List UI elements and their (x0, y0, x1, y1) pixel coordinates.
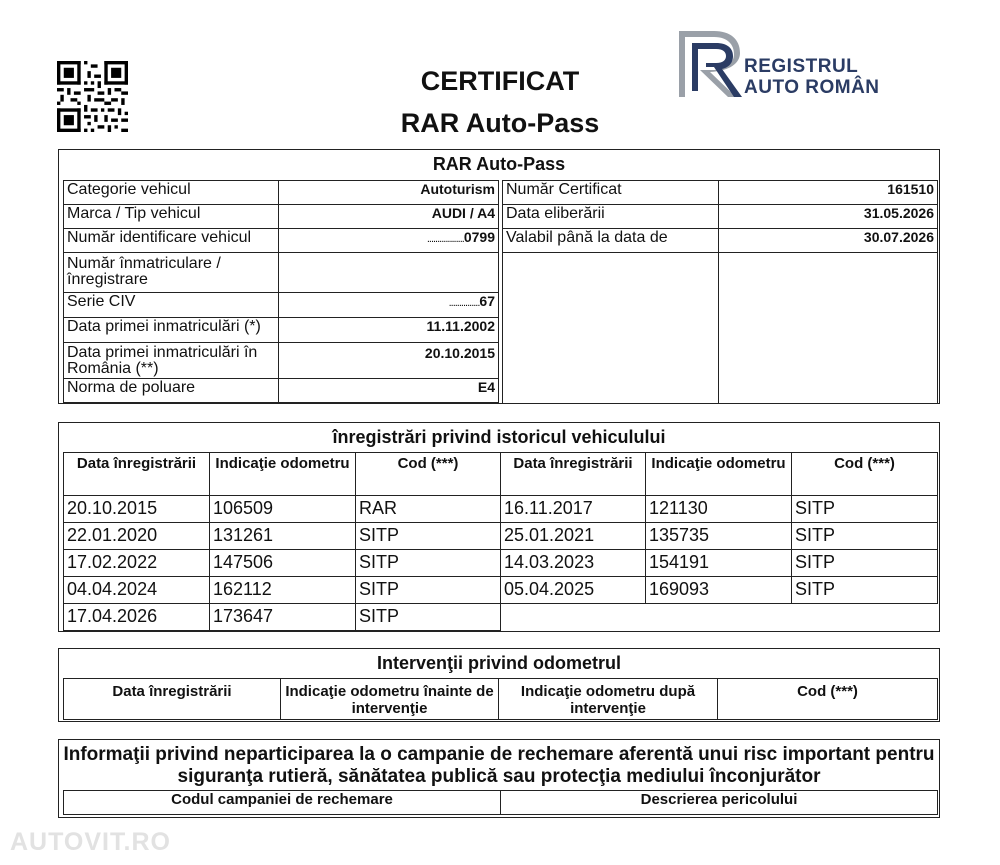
vehicle-info-section (58, 149, 940, 404)
certificate-info-table (502, 180, 938, 404)
cell-date: 05.04.2025 (501, 577, 646, 604)
masked-digits: ............... (448, 297, 480, 309)
history-section (58, 422, 940, 632)
logo-text (744, 56, 880, 98)
vehicle-row-value: AUDI / A4 (279, 205, 499, 229)
certificate-row-label: Număr Certificat (503, 181, 719, 205)
vehicle-row-value (279, 229, 499, 253)
vehicle-row (64, 205, 499, 229)
vehicle-row-value (279, 293, 499, 318)
cell-code: SITP (356, 604, 501, 631)
cell-odometer: 147506 (210, 550, 356, 577)
cell-code: SITP (356, 577, 501, 604)
vehicle-row-label: Număr identificare vehicul (64, 229, 279, 253)
vehicle-row-value: Autoturism (279, 181, 499, 205)
cell-odometer: 106509 (210, 496, 356, 523)
col-header-odometer: Indicaţie odometru (646, 453, 792, 496)
vehicle-row-value: E4 (279, 379, 499, 403)
col-header-code: Cod (***) (356, 453, 501, 496)
cell-code: SITP (792, 496, 938, 523)
col-header-odometer-before: Indicaţie odometru înainte de intervenţie (281, 679, 499, 720)
cell-code: SITP (356, 523, 501, 550)
vehicle-row (64, 253, 499, 293)
history-section-title: înregistrări privind istoricul vehiculului (332, 427, 666, 447)
certificate-row (503, 229, 938, 253)
watermark: AUTOVIT.RO (10, 828, 171, 856)
odometer-section-title: Intervenţii privind odometrul (376, 653, 622, 673)
certificate-row-value: 161510 (719, 181, 938, 205)
odometer-header-row (64, 679, 938, 720)
vehicle-row-label: Categorie vehicul (64, 181, 279, 205)
cell-date: 25.01.2021 (501, 523, 646, 550)
col-header-code: Cod (***) (718, 679, 938, 720)
cell-date: 14.03.2023 (501, 550, 646, 577)
vehicle-section-title: RAR Auto-Pass (432, 154, 566, 174)
vehicle-row-label: Norma de poluare (64, 379, 279, 403)
cell-odometer: 121130 (646, 496, 792, 523)
recall-section (58, 739, 940, 818)
vin-suffix: 0799 (463, 229, 495, 245)
col-header-hazard-description: Descrierea pericolului (501, 791, 938, 815)
cell-code: RAR (356, 496, 501, 523)
vehicle-row-value: 11.11.2002 (279, 318, 499, 343)
table-row (64, 577, 938, 604)
cell-date: 17.02.2022 (64, 550, 210, 577)
vehicle-row-label: Data primei inmatriculări în România (**) (64, 343, 279, 379)
cell-odometer: 162112 (210, 577, 356, 604)
odometer-table (63, 678, 938, 720)
vehicle-info-table (63, 180, 499, 403)
cell-date: 17.04.2026 (64, 604, 210, 631)
cell-odometer: 173647 (210, 604, 356, 631)
cell-odometer: 154191 (646, 550, 792, 577)
col-header-date: Data înregistrării (64, 679, 281, 720)
col-header-campaign-code: Codul campaniei de rechemare (64, 791, 501, 815)
cell-code: SITP (356, 550, 501, 577)
cell-odometer: 135735 (646, 523, 792, 550)
certificate-row-value: 31.05.2026 (719, 205, 938, 229)
logo-line-1: REGISTRUL (744, 56, 859, 77)
cell-date: 20.10.2015 (64, 496, 210, 523)
vehicle-row-label: Serie CIV (64, 293, 279, 318)
certificate-empty-row (503, 253, 938, 404)
table-row (64, 523, 938, 550)
history-header-row (64, 453, 938, 496)
vehicle-row-value (279, 253, 499, 293)
cell-date: 16.11.2017 (501, 496, 646, 523)
cell-code: SITP (792, 577, 938, 604)
recall-header-row (64, 791, 938, 815)
vehicle-row-label: Număr înmatriculare / înregistrare (64, 253, 279, 293)
vehicle-row (64, 379, 499, 403)
certificate-row-label: Data eliberării (503, 205, 719, 229)
certificate-row-value: 30.07.2026 (719, 229, 938, 253)
certificate-row (503, 205, 938, 229)
col-header-odometer: Indicaţie odometru (210, 453, 356, 496)
cell-code: SITP (792, 523, 938, 550)
table-row (64, 550, 938, 577)
vehicle-row (64, 343, 499, 379)
document-title: CERTIFICAT (420, 66, 580, 96)
cell-odometer: 169093 (646, 577, 792, 604)
civ-suffix: 67 (479, 293, 495, 309)
cell-date: 04.04.2024 (64, 577, 210, 604)
cell-code: SITP (792, 550, 938, 577)
masked-digits: .................. (426, 233, 464, 245)
recall-table (63, 790, 938, 815)
table-row (64, 604, 938, 631)
table-row (64, 496, 938, 523)
vehicle-row (64, 318, 499, 343)
vehicle-row (64, 229, 499, 253)
vehicle-row-label: Marca / Tip vehicul (64, 205, 279, 229)
cell-date: 22.01.2020 (64, 523, 210, 550)
vehicle-row (64, 181, 499, 205)
certificate-row-label: Valabil până la data de (503, 229, 719, 253)
vehicle-row (64, 293, 499, 318)
col-header-date: Data înregistrării (501, 453, 646, 496)
cell-odometer: 131261 (210, 523, 356, 550)
col-header-code: Cod (***) (792, 453, 938, 496)
col-header-date: Data înregistrării (64, 453, 210, 496)
history-table (63, 452, 938, 631)
certificate-row (503, 181, 938, 205)
odometer-section (58, 648, 940, 722)
logo-line-2: AUTO ROMÂN (744, 77, 880, 98)
col-header-odometer-after: Indicaţie odometru după intervenţie (499, 679, 718, 720)
recall-section-title: Informaţii privind neparticiparea la o campanie de rechemare aferentă unui risc important pentru siguranţa rutieră, sănătatea publică sau protecţia mediului înconjurător (63, 744, 935, 787)
vehicle-row-label: Data primei inmatriculări (*) (64, 318, 279, 343)
vehicle-row-value: 20.10.2015 (279, 343, 499, 379)
document-subtitle: RAR Auto-Pass (400, 108, 600, 138)
